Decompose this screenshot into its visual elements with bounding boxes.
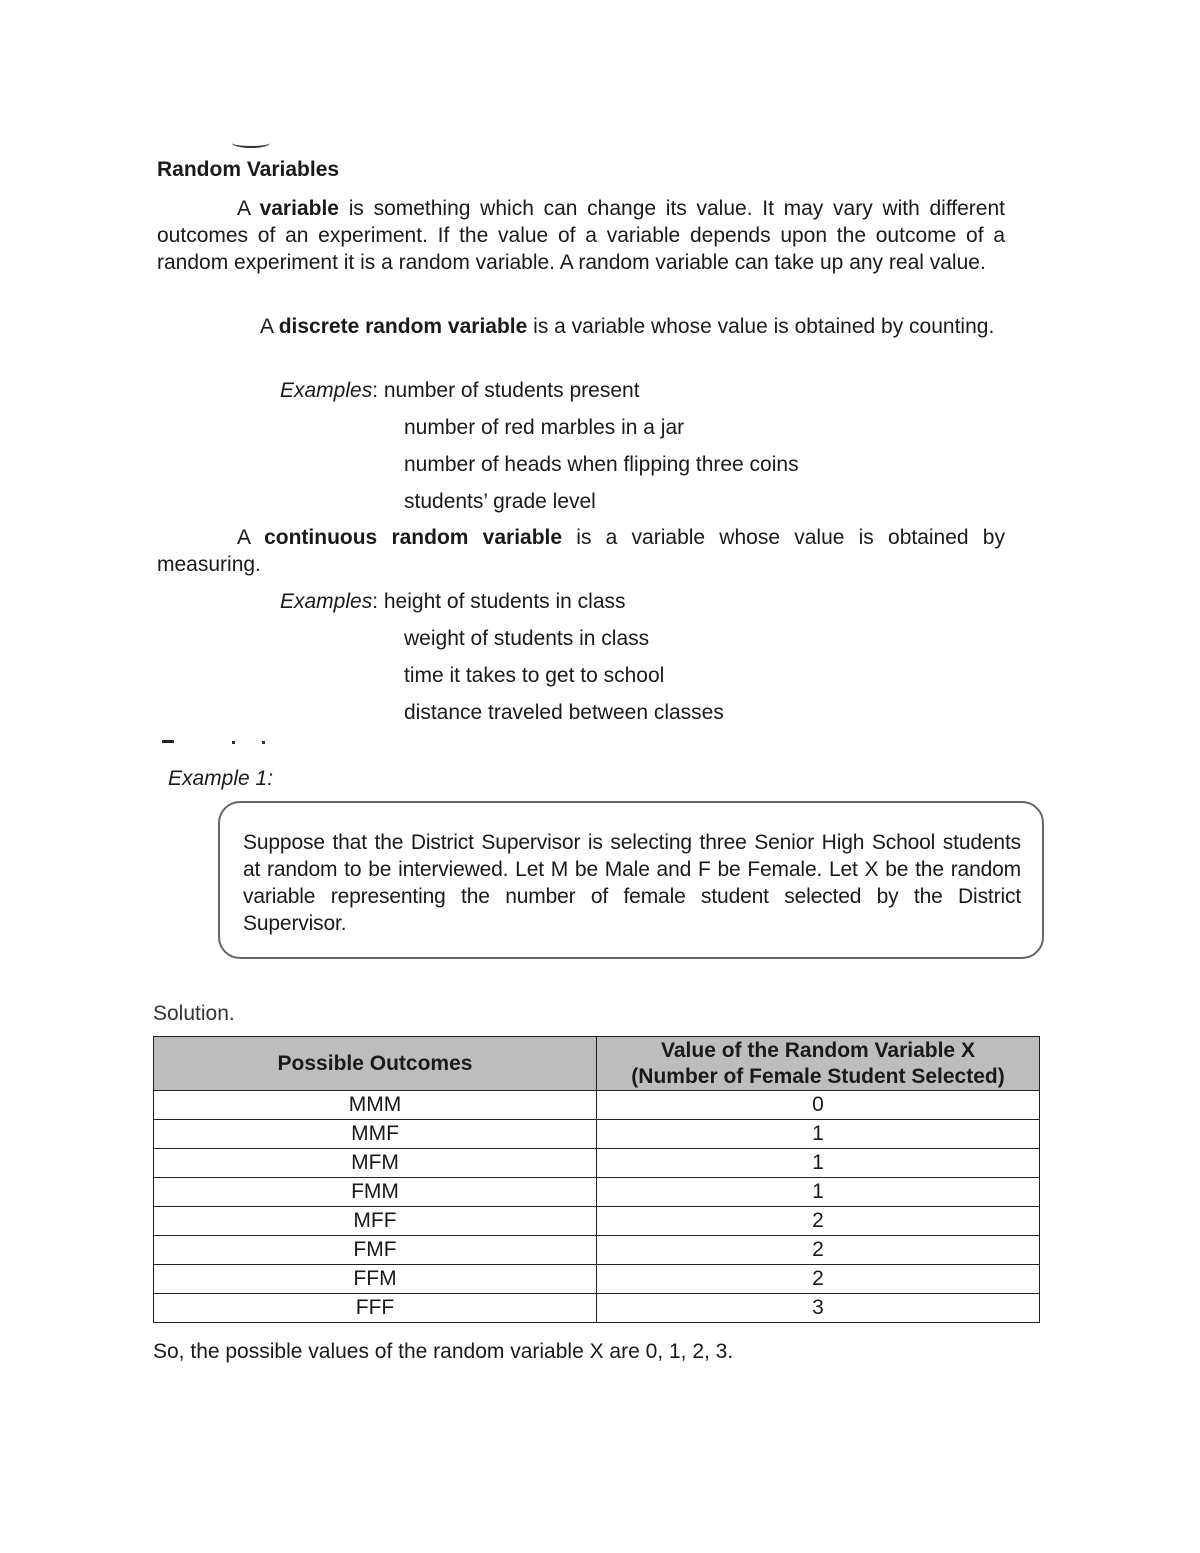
continuous-lead: A: [237, 526, 250, 549]
table-header-row: [154, 1037, 1040, 1091]
discrete-example-item: number of students present: [383, 379, 640, 402]
discrete-lead: A: [260, 315, 273, 338]
value-cell: 3: [597, 1294, 1040, 1323]
continuous-term: continuous random variable: [264, 526, 563, 549]
continuous-definition-text: is a variable whose value is obtained by measuring.: [157, 526, 1005, 576]
value-cell: 2: [597, 1236, 1040, 1265]
discrete-definition: [157, 313, 1005, 340]
discrete-example-item: number of heads when flipping three coins: [404, 453, 799, 476]
column-header-outcomes: Possible Outcomes: [154, 1037, 597, 1091]
table-row: [154, 1091, 1040, 1120]
solution-label: Solution.: [153, 1002, 235, 1025]
continuous-example-item: weight of students in class: [404, 627, 650, 650]
value-cell: 1: [597, 1120, 1040, 1149]
decorative-curve-mark: [232, 138, 270, 148]
discrete-term: discrete random variable: [278, 315, 528, 338]
outcome-cell: MFM: [154, 1149, 597, 1178]
discrete-examples-first: Examples: number of students present: [280, 379, 640, 402]
discrete-example-item: students’ grade level: [404, 490, 596, 513]
outcome-cell: FMF: [154, 1236, 597, 1265]
column-header-value-line2: (Number of Female Student Selected): [631, 1064, 1005, 1088]
page-title: Random Variables: [157, 158, 340, 181]
variable-term: variable: [259, 197, 339, 220]
continuous-examples-first: Examples: height of students in class: [280, 590, 626, 613]
table-row: [154, 1236, 1040, 1265]
outcome-cell: FFF: [154, 1294, 597, 1323]
continuous-definition: [157, 524, 1005, 578]
table-row: [154, 1149, 1040, 1178]
conclusion-text: So, the possible values of the random variable X are 0, 1, 2, 3.: [153, 1340, 734, 1363]
variable-lead: A: [237, 197, 250, 220]
stray-dash-mark: [162, 740, 174, 743]
value-cell: 2: [597, 1265, 1040, 1294]
column-header-value-line1: Value of the Random Variable X: [661, 1038, 975, 1062]
table-row: [154, 1207, 1040, 1236]
outcome-cell: MFF: [154, 1207, 597, 1236]
outcomes-table: [153, 1036, 1040, 1323]
discrete-definition-text: is a variable whose value is obtained by counting.: [533, 315, 995, 338]
example-problem-text: Suppose that the District Supervisor is selecting three Senior High School students at random to be interviewed. Let M be Male and F be Female. Let X be the random variable representing the number of female student selected by the District Supervisor.: [243, 831, 1021, 935]
continuous-example-item: height of students in class: [383, 590, 626, 613]
outcome-cell: MMF: [154, 1120, 597, 1149]
table-row: [154, 1120, 1040, 1149]
stray-dot-mark: [262, 741, 265, 744]
outcome-cell: MMM: [154, 1091, 597, 1120]
value-cell: 0: [597, 1091, 1040, 1120]
example-heading-text: Example 1:: [168, 767, 274, 790]
table-row: [154, 1265, 1040, 1294]
continuous-example-item: time it takes to get to school: [404, 664, 665, 687]
stray-dot-mark: [232, 741, 235, 744]
variable-definition: [157, 195, 1005, 276]
table-row: [154, 1294, 1040, 1323]
table-row: [154, 1178, 1040, 1207]
value-cell: 2: [597, 1207, 1040, 1236]
discrete-example-item: number of red marbles in a jar: [404, 416, 685, 439]
value-cell: 1: [597, 1149, 1040, 1178]
outcome-cell: FMM: [154, 1178, 597, 1207]
discrete-examples-label: Examples: [280, 379, 373, 402]
variable-definition-text: is something which can change its value. It may vary with different outcomes of an experiment. If the value of a variable depends upon the outcome of a random experiment it is a random variable. A random variable can take up any real value.: [157, 197, 1005, 274]
continuous-example-item: distance traveled between classes: [404, 701, 724, 724]
example-heading: [168, 765, 273, 792]
column-header-value: [597, 1037, 1040, 1091]
outcome-cell: FFM: [154, 1265, 597, 1294]
continuous-examples-label: Examples: [280, 590, 373, 613]
value-cell: 1: [597, 1178, 1040, 1207]
